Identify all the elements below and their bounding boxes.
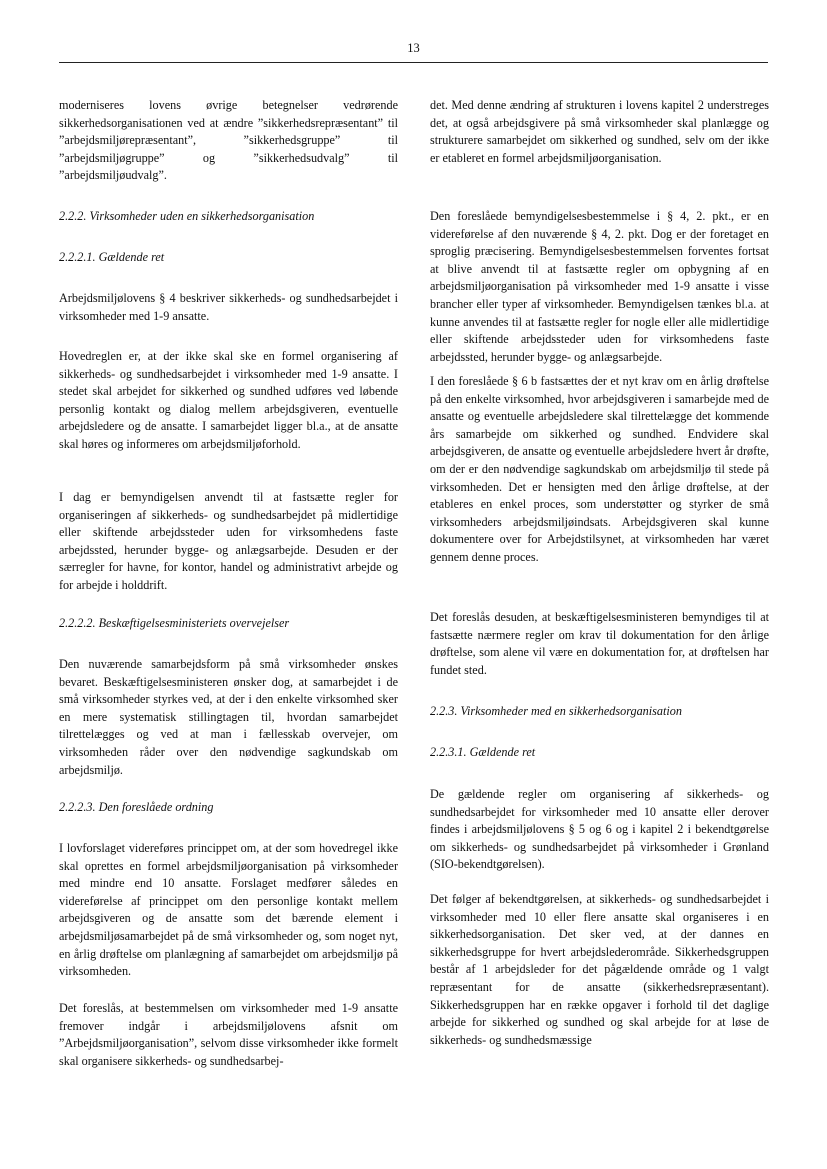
paragraph: I dag er bemyndigelsen anvendt til at fastsætte regler for organiseringen af sikkerheds- og sundhedsarbejdet på midlertidige eller skiftende arbejdssteder uden for virksomhedens faste arbejdssted, herunder bygge- og anlægsarbejde. Desuden er der særregler for havne, for kontor, handel og administrativt arbejde og for arbejde i holddrift.: [59, 490, 398, 592]
subsection-heading: 2.2.2.3. Den foreslåede ordning: [59, 800, 214, 814]
header-rule: [59, 62, 768, 63]
paragraph: I den foreslåede § 6 b fastsættes der et nyt krav om en årlig drøftelse på den enkelte virksomhed, hvor arbejdsgiveren i samarbejde med de ansatte og eventuelle arbejdsledere skal tilrettelægge det kommende års samarbejde om sikkerhed og sundhed. Endvidere skal arbejdsgiveren, de ansatte og eventuelle arbejdsledere hvert år drøfte, om der er den nødvendige sagkundskab om arbejdsmiljø til stede på virksomheden. Det er hensigten med den årlige drøftelse, at der etableres en enkel proces, som understøtter og styrker de små virksomheders arbejdsmiljøindsats. Arbejdsgiveren skal kunne dokumentere over for Arbejdstilsynet, at virksomheden har været gennem denne proces.: [430, 374, 769, 564]
section-heading: 2.2.2. Virksomheder uden en sikkerhedsorganisation: [59, 209, 315, 223]
subsection-heading: 2.2.2.1. Gældende ret: [59, 250, 165, 264]
paragraph: det. Med denne ændring af strukturen i lovens kapitel 2 understreges det, at også arbejdsgivere på små virksomheder skal planlægge og strukturere samarbejdet om sikkerhed og sundhed, selv om der ikke er etableret en formel arbejdsmiljøorganisation.: [430, 98, 769, 165]
subsection-heading: 2.2.2.2. Beskæftigelsesministeriets overvejelser: [59, 616, 290, 630]
paragraph: Hovedreglen er, at der ikke skal ske en formel organisering af sikkerheds- og sundhedsarbejdet i virksomheder med 1-9 ansatte. I stedet skal arbejdet for sikkerhed og sundhed udføres ved løbende personlig kontakt og dialog mellem arbejdsgiveren, eventuelle arbejdsledere og de ansatte. I samarbejdet ligger bl.a., at de ansatte skal høres og informeres om arbejdsmiljøforhold.: [59, 349, 398, 451]
paragraph: Det foreslås desuden, at beskæftigelsesministeren bemyndiges til at fastsætte nærmere regler om krav til dokumentation for den årlige drøftelse, som alene vil være en dokumentation for, at drøftelsen har fundet sted.: [430, 610, 769, 677]
paragraph: moderniseres lovens øvrige betegnelser vedrørende sikkerhedsorganisationen ved at ændre ”sikkerhedsrepræsentant” til ”arbejdsmiljørepræsentant”, ”sikkerhedsgruppe” til ”arbejdsmiljøgruppe” og ”sikkerhedsudvalg” til ”arbejdsmiljøudvalg”.: [59, 98, 398, 183]
paragraph: Den foreslåede bemyndigelsesbestemmelse i § 4, 2. pkt., er en videreførelse af den nuværende § 4, 2. pkt. Dog er der foretaget en sproglig præcisering. Bemyndigelsesbestemmelsen forventes fortsat at blive anvendt til at fastsætte regler om opbygning af en arbejdsmiljøorganisation på virksomheder med 1-9 ansatte i visse brancher eller typer af virksomheder. Bemyndigelsen tænkes bl.a. at kunne anvendes til at fastsætte regler for nogle eller alle midlertidige eller skiftende arbejdssteder uden for virksomhedens faste arbejdssted, herunder bygge- og anlægsarbejde.: [430, 209, 769, 364]
paragraph: Arbejdsmiljølovens § 4 beskriver sikkerheds- og sundhedsarbejdet i virksomheder med 1-9 ansatte.: [59, 291, 398, 323]
paragraph: Den nuværende samarbejdsform på små virksomheder ønskes bevaret. Beskæftigelsesministeren ønsker dog, at samarbejdet i de små virksomheder styrkes ved, at der i den enkelte virksomhed sker en mere systematisk stillingtagen til, hvordan samarbejdet tilrettelægges og ved at man i fællesskab overvejer, om virksomheden råder over den nødvendige sagkundskab om arbejdsmiljø.: [59, 657, 398, 777]
page-number: 13: [407, 41, 420, 55]
paragraph: De gældende regler om organisering af sikkerheds- og sundhedsarbejdet for virksomheder med 10 ansatte eller derover findes i arbejdsmiljølovens § 5 og 6 og i kapitel 2 i bekendtgørelse om sikkerheds- og sundhedsarbejdet på virksomheder i Grønland (SIO-bekendtgørelsen).: [430, 787, 769, 872]
paragraph: Det følger af bekendtgørelsen, at sikkerheds- og sundhedsarbejdet i virksomheder med 10 eller flere ansatte skal organiseres i en sikkerhedsorganisation. Det sker ved, at der dannes en sikkerhedsgruppe for hvert arbejdslederområde. Sikkerhedsgruppen består af 1 arbejdsleder for det pågældende område og 1 valgt repræsentant for de ansatte (sikkerhedsrepræsentant). Sikkerhedsgruppen har en række opgaver i forhold til det daglige arbejde for sikkerhed og sundhed og skal arbejde for at løse de sikkerheds- og sundhedsmæssige: [430, 892, 769, 1047]
paragraph: Det foreslås, at bestemmelsen om virksomheder med 1-9 ansatte fremover indgår i arbejdsmiljølovens afsnit om ”Arbejdsmiljøorganisation”, selvom disse virksomheder ikke formelt skal organisere sikkerheds- og sundhedsarbej-: [59, 1001, 398, 1068]
subsection-heading: 2.2.3.1. Gældende ret: [430, 745, 536, 759]
section-heading: 2.2.3. Virksomheder med en sikkerhedsorganisation: [430, 704, 682, 718]
paragraph: I lovforslaget videreføres princippet om, at der som hovedregel ikke skal oprettes en formel arbejdsmiljøorganisation på virksomheder med mindre end 10 ansatte. Forslaget medfører således en videreførelse af princippet om den personlige kontakt mellem arbejdsgiveren og de ansatte som det bærende element i arbejdsmiljøsamarbejdet på de små virksomheder og, som noget nyt, en årlig drøftelse om planlægning af samarbejdet om arbejdsmiljø på virksomheden.: [59, 841, 398, 979]
